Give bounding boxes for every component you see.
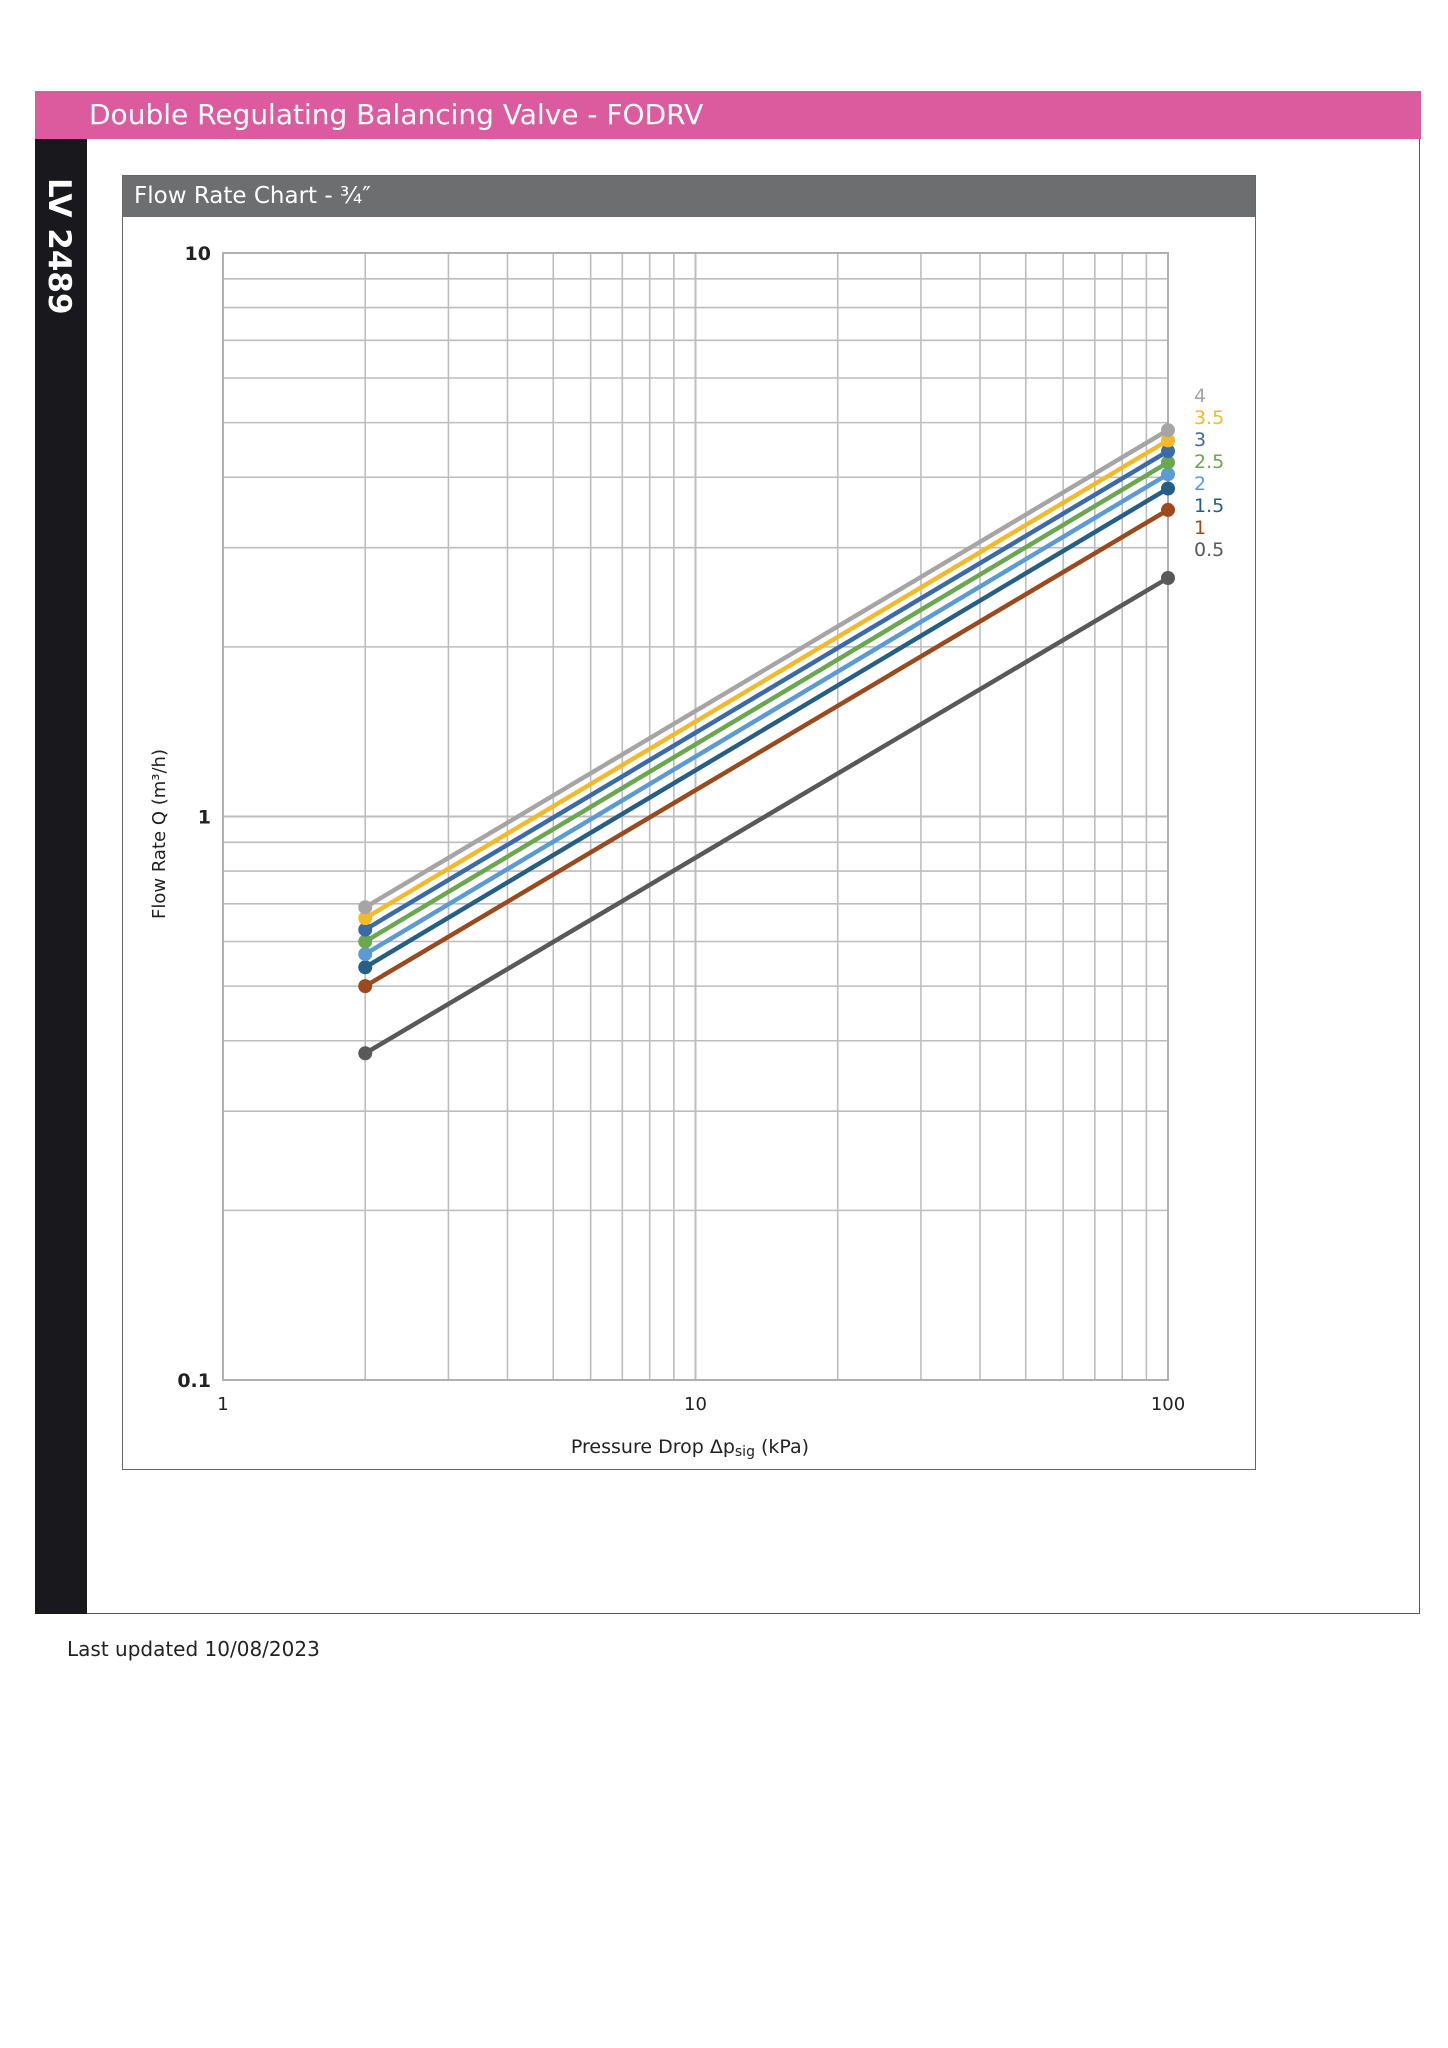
data-point-1 bbox=[358, 979, 372, 993]
legend-label-1: 1 bbox=[1194, 517, 1207, 540]
legend-label-3.5: 3.5 bbox=[1194, 407, 1225, 430]
y-tick-label: 10 bbox=[184, 243, 211, 265]
series-line-3 bbox=[365, 451, 1168, 929]
series-line-1 bbox=[365, 510, 1168, 986]
x-axis-label bbox=[571, 1436, 809, 1460]
x-tick-label: 1 bbox=[217, 1394, 229, 1415]
legend-label-0.5: 0.5 bbox=[1194, 539, 1225, 562]
data-point-0.5 bbox=[1161, 571, 1175, 585]
legend-label-1.5: 1.5 bbox=[1194, 495, 1225, 518]
data-point-1 bbox=[1161, 503, 1175, 517]
series-line-1.5 bbox=[365, 489, 1168, 968]
data-point-2 bbox=[358, 947, 372, 961]
legend-label-4: 4 bbox=[1194, 385, 1207, 408]
flow-rate-chart bbox=[123, 176, 1255, 1469]
legend bbox=[1194, 385, 1224, 561]
series-line-2.5 bbox=[365, 462, 1168, 941]
y-tick-label: 0.1 bbox=[177, 1370, 211, 1392]
series-line-3.5 bbox=[365, 440, 1168, 918]
x-axis-label-unit: (kPa) bbox=[754, 1436, 810, 1458]
banner-title: Double Regulating Balancing Valve - FODRV bbox=[89, 98, 704, 131]
tick-labels bbox=[177, 243, 1185, 1415]
data-point-1.5 bbox=[358, 960, 372, 974]
data-point-1.5 bbox=[1161, 482, 1175, 496]
side-bar bbox=[35, 139, 87, 1614]
series-group bbox=[358, 423, 1175, 1060]
chart-title: Flow Rate Chart - ¾″ bbox=[134, 183, 371, 209]
x-tick-label: 10 bbox=[684, 1394, 707, 1415]
data-point-2.5 bbox=[358, 935, 372, 949]
chart-panel bbox=[122, 175, 1256, 1470]
series-line-2 bbox=[365, 474, 1168, 954]
data-point-0.5 bbox=[358, 1046, 372, 1060]
last-updated: Last updated 10/08/2023 bbox=[67, 1637, 320, 1661]
y-axis-label: Flow Rate Q (m³/h) bbox=[149, 749, 170, 919]
legend-label-3: 3 bbox=[1194, 429, 1207, 452]
top-banner bbox=[35, 91, 1421, 139]
x-axis-label-main: Pressure Drop Δp bbox=[570, 1436, 735, 1458]
legend-label-2.5: 2.5 bbox=[1194, 451, 1225, 474]
data-point-4 bbox=[358, 900, 372, 914]
data-point-4 bbox=[1161, 423, 1175, 437]
side-label: LV 2489 bbox=[41, 178, 77, 315]
x-tick-label: 100 bbox=[1150, 1394, 1186, 1415]
x-axis-label-sub: sig bbox=[734, 1444, 755, 1460]
grid bbox=[223, 253, 1168, 1380]
y-tick-label: 1 bbox=[197, 806, 211, 829]
series-line-4 bbox=[365, 430, 1168, 907]
legend-label-2: 2 bbox=[1194, 473, 1207, 496]
